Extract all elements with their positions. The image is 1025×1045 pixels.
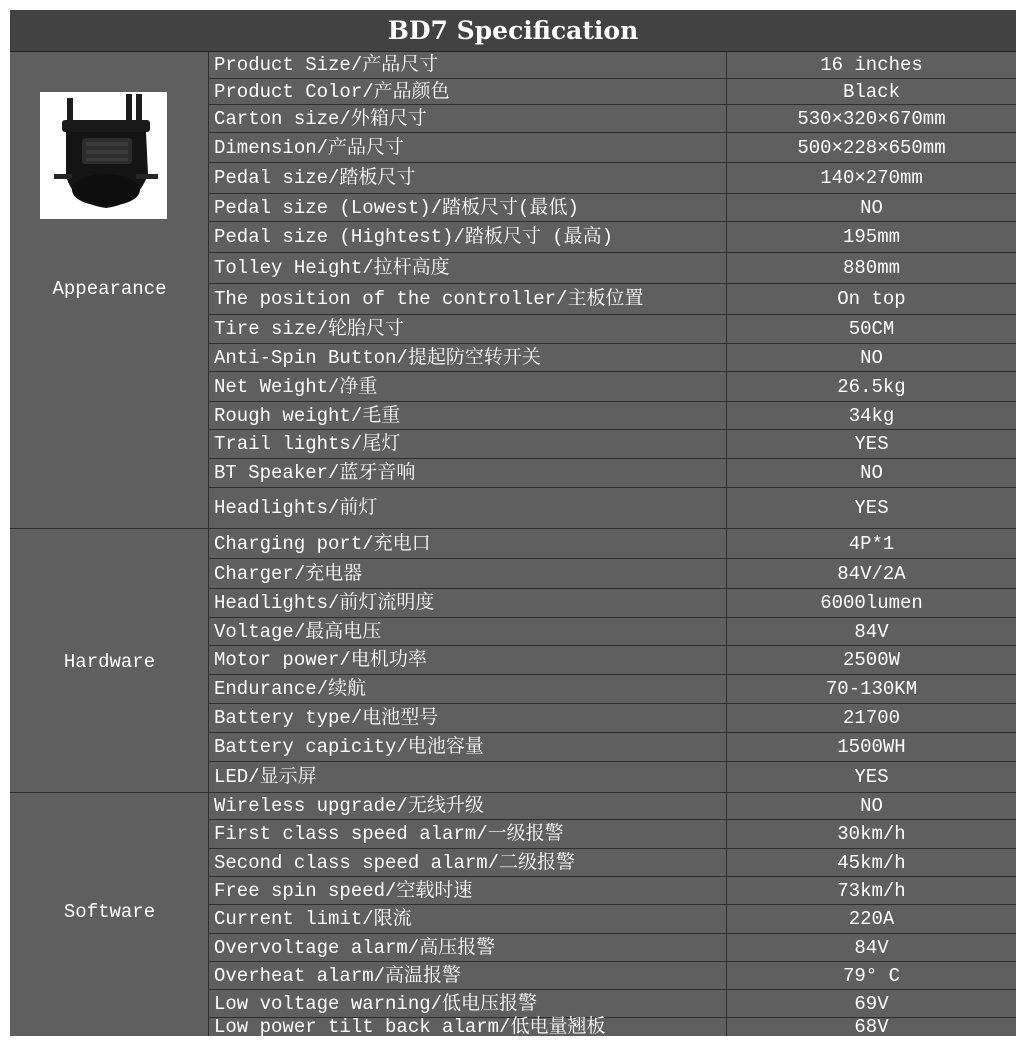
spec-value: 4P*1 bbox=[726, 529, 1016, 558]
spec-label: Voltage/最高电压 bbox=[214, 621, 382, 643]
table-row bbox=[209, 990, 1016, 1018]
unicycle-icon bbox=[40, 92, 167, 219]
section-software bbox=[10, 793, 209, 1036]
spec-value: YES bbox=[726, 762, 1016, 792]
spec-value: 45km/h bbox=[726, 849, 1016, 876]
spec-value: 16 inches bbox=[726, 52, 1016, 78]
spec-label: The position of the controller/主板位置 bbox=[214, 288, 644, 310]
table-row bbox=[209, 877, 1016, 905]
table-row bbox=[209, 133, 1016, 163]
table-row bbox=[209, 459, 1016, 488]
spec-value: On top bbox=[726, 284, 1016, 314]
table-row bbox=[209, 934, 1016, 962]
spec-value: 140×270mm bbox=[726, 163, 1016, 193]
spec-label: Net Weight/净重 bbox=[214, 376, 378, 398]
spec-label: Pedal size (Lowest)/踏板尺寸(最低) bbox=[214, 197, 579, 219]
table-row bbox=[209, 962, 1016, 990]
table-row bbox=[209, 589, 1016, 618]
spec-label: Overheat alarm/高温报警 bbox=[214, 965, 462, 987]
spec-label: Pedal size/踏板尺寸 bbox=[214, 167, 416, 189]
spec-label: Charger/充电器 bbox=[214, 563, 363, 585]
section-hardware bbox=[10, 529, 209, 793]
spec-value: NO bbox=[726, 194, 1016, 221]
spec-label: Product Size/产品尺寸 bbox=[214, 54, 439, 76]
table-row bbox=[209, 905, 1016, 934]
spec-value: NO bbox=[726, 459, 1016, 487]
table-row bbox=[209, 618, 1016, 646]
table-row bbox=[209, 793, 1016, 820]
spec-value: 530×320×670mm bbox=[726, 105, 1016, 132]
table-row bbox=[209, 52, 1016, 79]
spec-value: 21700 bbox=[726, 704, 1016, 732]
spec-value: Black bbox=[726, 79, 1016, 104]
spec-value: 79° C bbox=[726, 962, 1016, 989]
spec-label: Motor power/电机功率 bbox=[214, 649, 427, 671]
table-row bbox=[209, 762, 1016, 793]
spec-label: Free spin speed/空载时速 bbox=[214, 880, 473, 902]
spec-value: 220A bbox=[726, 905, 1016, 933]
table-row bbox=[209, 646, 1016, 675]
spec-label: Battery capicity/电池容量 bbox=[214, 736, 484, 758]
spec-value: NO bbox=[726, 344, 1016, 371]
spec-label: Endurance/续航 bbox=[214, 678, 367, 700]
spec-value: 70-130KM bbox=[726, 675, 1016, 703]
spec-label: Trail lights/尾灯 bbox=[214, 433, 401, 455]
spec-label: Second class speed alarm/二级报警 bbox=[214, 852, 576, 874]
section-appearance bbox=[10, 52, 209, 529]
spec-label: Tire size/轮胎尺寸 bbox=[214, 318, 405, 340]
table-row bbox=[209, 559, 1016, 589]
spec-value: 6000lumen bbox=[726, 589, 1016, 617]
table-row bbox=[209, 253, 1016, 284]
spec-label: Low voltage warning/低电压报警 bbox=[214, 993, 538, 1015]
spec-value: 195mm bbox=[726, 222, 1016, 252]
spec-label: Headlights/前灯流明度 bbox=[214, 592, 435, 614]
table-row bbox=[209, 222, 1016, 253]
spec-label: Carton size/外箱尺寸 bbox=[214, 108, 427, 130]
spec-value: 2500W bbox=[726, 646, 1016, 674]
spec-label: Pedal size (Hightest)/踏板尺寸 (最高) bbox=[214, 226, 614, 248]
spec-value: 68V bbox=[726, 1018, 1016, 1036]
table-row bbox=[209, 372, 1016, 402]
spec-label: Battery type/电池型号 bbox=[214, 707, 439, 729]
spec-value: 84V bbox=[726, 618, 1016, 645]
spec-value: 1500WH bbox=[726, 733, 1016, 761]
table-row bbox=[209, 344, 1016, 372]
table-row bbox=[209, 163, 1016, 194]
spec-value: 84V/2A bbox=[726, 559, 1016, 588]
spec-label: Headlights/前灯 bbox=[214, 497, 378, 519]
spec-value: 880mm bbox=[726, 253, 1016, 283]
table-row bbox=[209, 704, 1016, 733]
spec-label: First class speed alarm/一级报警 bbox=[214, 823, 564, 845]
spec-value: 30km/h bbox=[726, 820, 1016, 848]
spec-value: 84V bbox=[726, 934, 1016, 961]
table-row bbox=[209, 194, 1016, 222]
spec-label: Anti-Spin Button/提起防空转开关 bbox=[214, 347, 541, 369]
spec-label: Overvoltage alarm/高压报警 bbox=[214, 937, 496, 959]
spec-value: 69V bbox=[726, 990, 1016, 1017]
spec-table bbox=[10, 52, 1016, 1036]
spec-label: Tolley Height/拉杆高度 bbox=[214, 257, 450, 279]
table-row bbox=[209, 529, 1016, 559]
spec-label: Low power tilt back alarm/低电量翘板 bbox=[214, 1016, 606, 1038]
spec-title: BD7 Specification bbox=[10, 10, 1016, 52]
spec-value: 73km/h bbox=[726, 877, 1016, 904]
table-row bbox=[209, 402, 1016, 430]
table-row bbox=[209, 488, 1016, 529]
spec-value: 50CM bbox=[726, 315, 1016, 343]
section-label-software: Software bbox=[63, 901, 156, 923]
spec-label: Rough weight/毛重 bbox=[214, 405, 401, 427]
spec-label: Current limit/限流 bbox=[214, 908, 412, 930]
table-row bbox=[209, 1018, 1016, 1036]
product-image bbox=[40, 92, 167, 219]
section-label-hardware: Hardware bbox=[63, 651, 156, 673]
spec-value: 500×228×650mm bbox=[726, 133, 1016, 162]
spec-label: Dimension/产品尺寸 bbox=[214, 137, 405, 159]
spec-label: BT Speaker/蓝牙音响 bbox=[214, 462, 416, 484]
spec-label: Product Color/产品颜色 bbox=[214, 81, 450, 103]
table-row bbox=[209, 430, 1016, 459]
table-row bbox=[209, 820, 1016, 849]
spec-value: YES bbox=[726, 488, 1016, 528]
spec-sheet bbox=[10, 10, 1016, 1036]
spec-value: YES bbox=[726, 430, 1016, 458]
spec-value: 26.5kg bbox=[726, 372, 1016, 401]
table-row bbox=[209, 79, 1016, 105]
table-row bbox=[209, 675, 1016, 704]
spec-label: Charging port/充电口 bbox=[214, 533, 431, 555]
table-row bbox=[209, 105, 1016, 133]
table-row bbox=[209, 284, 1016, 315]
table-row bbox=[209, 849, 1016, 877]
spec-label: LED/显示屏 bbox=[214, 766, 317, 788]
table-row bbox=[209, 315, 1016, 344]
table-row bbox=[209, 733, 1016, 762]
spec-value: NO bbox=[726, 793, 1016, 819]
spec-label: Wireless upgrade/无线升级 bbox=[214, 795, 484, 817]
spec-value: 34kg bbox=[726, 402, 1016, 429]
section-label-appearance: Appearance bbox=[52, 278, 167, 300]
